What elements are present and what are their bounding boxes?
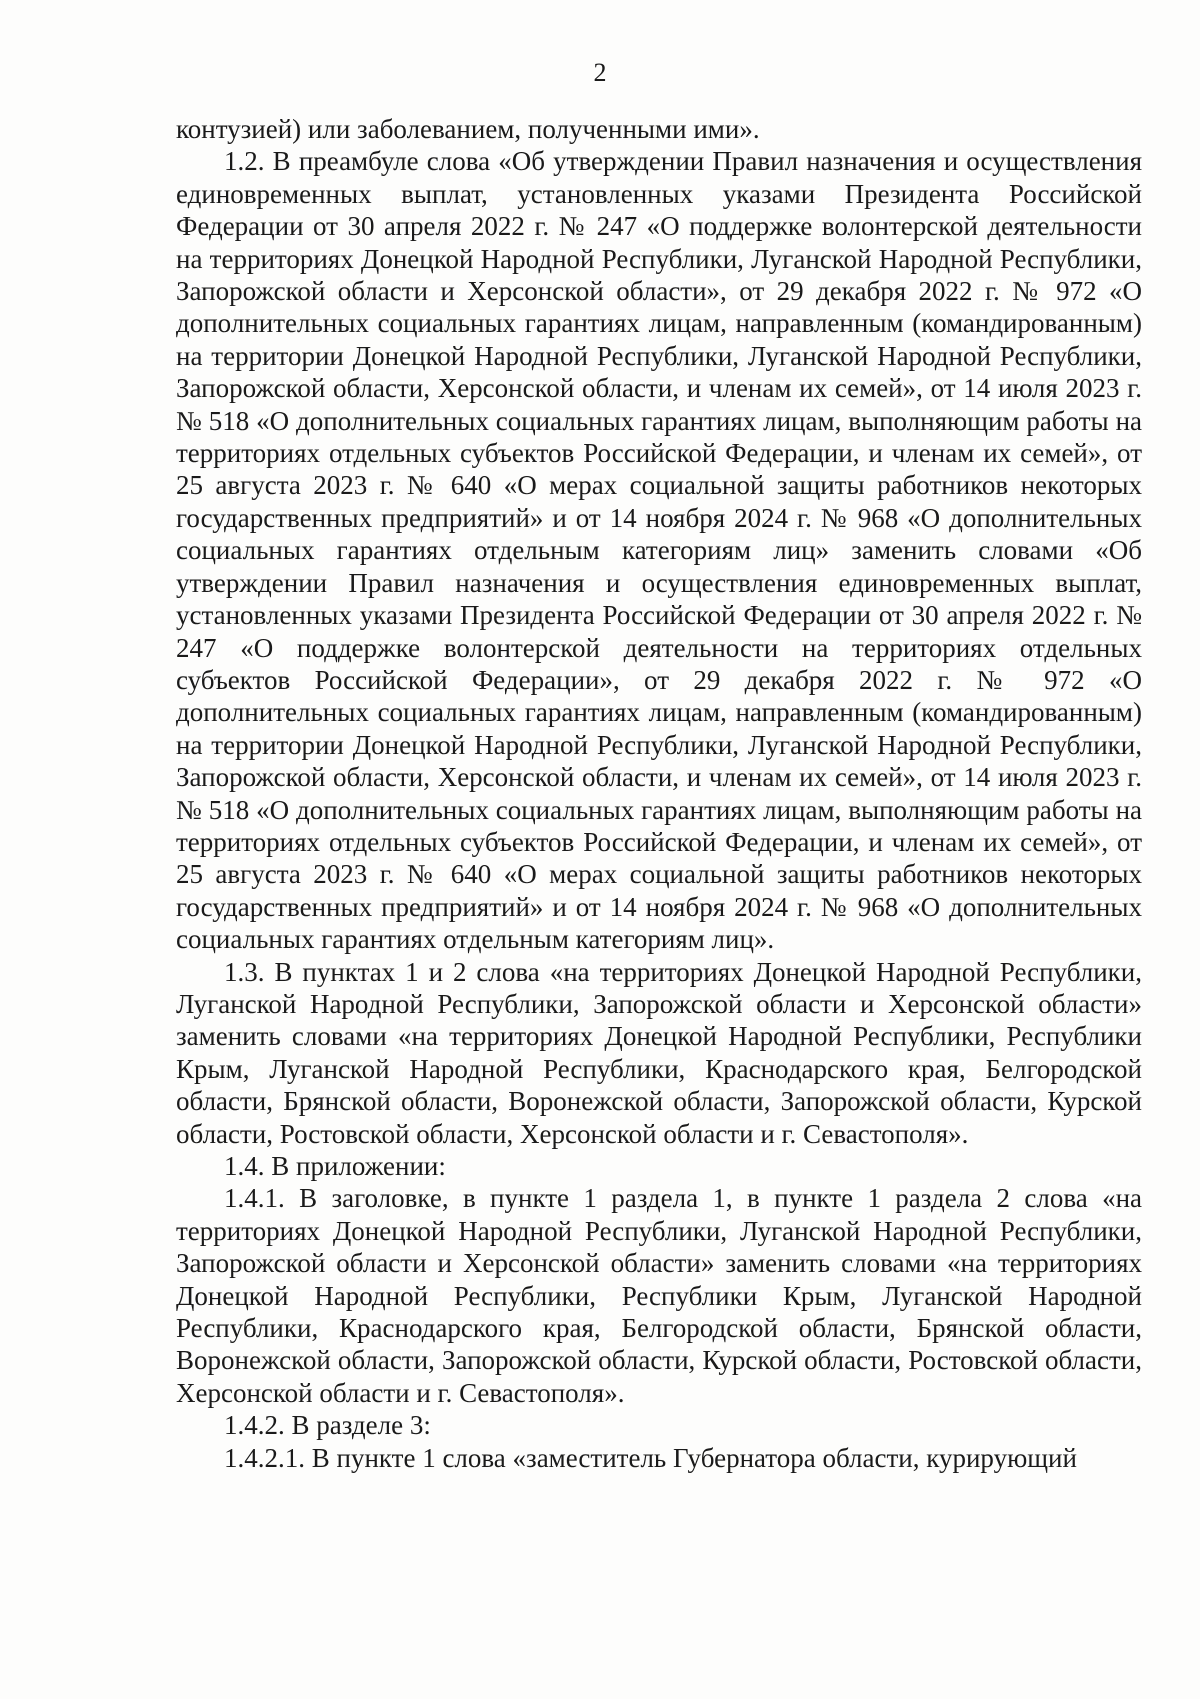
- document-body: [176, 113, 1142, 1474]
- paragraph-1-4-2-1: 1.4.2.1. В пункте 1 слова «заместитель Губернатора области, курирующий: [224, 1442, 1077, 1473]
- paragraph-1-4-2: 1.4.2. В разделе 3:: [224, 1410, 431, 1441]
- page-number: 2: [593, 58, 607, 87]
- paragraph-continuation: контузией) или заболеванием, полученными ими».: [176, 114, 760, 144]
- paragraph-1-4: 1.4. В приложении:: [224, 1151, 446, 1181]
- paragraph-1-2: 1.2. В преамбуле слова «Об утверждении Правил назначения и осуществления единовременных выплат, установленных указами Президента Российской Федерации от 30 апреля 2022 г. № 247 «О поддержке волонтерской деятельности на территориях Донецкой Народной Республики, Луганской Народной Республики, Запорожской области и Херсонской области», от 29 декабря 2022 г. № 972 «О дополнительных социальных гарантиях лицам, направленным (командированным) на территории Донецкой Народной Республики, Луганской Народной Республики, Запорожской области, Херсонской области, и членам их семей», от 14 июля 2023 г. № 518 «О дополнительных социальных гарантиях лицам, выполняющим работы на территориях отдельных субъектов Российской Федерации, и членам их семей», от 25 августа 2023 г. № 640 «О мерах социальной защиты работников некоторых государственных предприятий» и от 14 ноября 2024 г. № 968 «О дополнительных социальных гарантиях отдельным категориям лиц» заменить словами «Об утверждении Правил назначения и осуществления единовременных выплат, установленных указами Президента Российской Федерации от 30 апреля 2022 г. № 247 «О поддержке волонтерской деятельности на территориях отдельных субъектов Российской Федерации», от 29 декабря 2022 г. № 972 «О дополнительных социальных гарантиях лицам, направленным (командированным) на территории Донецкой Народной Республики, Луганской Народной Республики, Запорожской области, Херсонской области, и членам их семей», от 14 июля 2023 г. № 518 «О дополнительных социальных гарантиях лицам, выполняющим работы на территориях отдельных субъектов Российской Федерации, и членам их семей», от 25 августа 2023 г. № 640 «О мерах социальной защиты работников некоторых государственных предприятий» и от 14 ноября 2024 г. № 968 «О дополнительных социальных гарантиях отдельным категориям лиц».: [176, 146, 1142, 955]
- paragraph-1-3: 1.3. В пунктах 1 и 2 слова «на территориях Донецкой Народной Республики, Луганской Народной Республики, Запорожской области и Херсонской области» заменить словами «на территориях Донецкой Народной Республики, Республики Крым, Луганской Народной Республики, Краснодарского края, Белгородской области, Брянской области, Воронежской области, Запорожской области, Курской области, Ростовской области, Херсонской области и г. Севастополя».: [176, 956, 1142, 1149]
- paragraph-1-4-1: 1.4.1. В заголовке, в пункте 1 раздела 1, в пункте 1 раздела 2 слова «на территориях Донецкой Народной Республики, Луганской Народной Республики, Запорожской области и Херсонской области» заменить словами «на территориях Донецкой Народной Республики, Республики Крым, Луганской Народной Республики, Краснодарского края, Белгородской области, Брянской области, Воронежской области, Запорожской области, Курской области, Ростовской области, Херсонской области и г. Севастополя».: [176, 1183, 1142, 1408]
